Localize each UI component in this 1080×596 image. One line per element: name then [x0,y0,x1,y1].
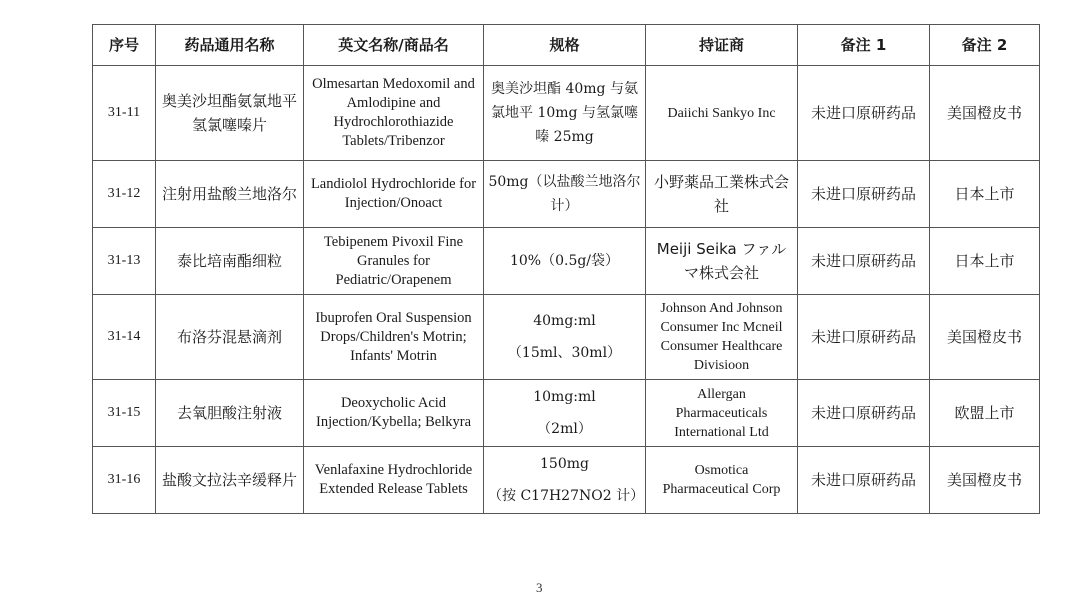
note-2-cell: 美国橙皮书 [930,447,1040,514]
header-license-holder: 持证商 [646,25,798,66]
serial-number-cell: 31-11 [93,66,156,161]
table-row [93,228,1040,295]
english-name-cell: Tebipenem Pivoxil Fine Granules for Pediatric/Orapenem [304,228,484,295]
license-holder-cell: Osmotica Pharmaceutical Corp [646,447,798,514]
license-holder-cell: Daiichi Sankyo Inc [646,66,798,161]
table-row [93,380,1040,447]
specification-cell [484,228,646,295]
spec-line: （2ml） [537,421,592,437]
serial-number-cell: 31-15 [93,380,156,447]
spec-line: 50mg（以盐酸兰地洛尔计） [488,174,641,214]
note-1-cell: 未进口原研药品 [798,161,930,228]
spec-line: （按 C17H27NO2 计） [488,488,645,504]
table-row [93,295,1040,380]
license-holder-cell: Allergan Pharmaceuticals International Ltd [646,380,798,447]
generic-name-cell: 注射用盐酸兰地洛尔 [156,161,304,228]
header-specification: 规格 [484,25,646,66]
spec-line: 10%（0.5g/袋） [509,253,620,269]
specification-cell [484,447,646,514]
english-name-cell: Deoxycholic Acid Injection/Kybella; Belkyra [304,380,484,447]
note-2-cell: 日本上市 [930,161,1040,228]
header-note-1: 备注 1 [798,25,930,66]
note-1-cell: 未进口原研药品 [798,66,930,161]
note-1-cell: 未进口原研药品 [798,295,930,380]
specification-cell [484,295,646,380]
english-name-cell: Venlafaxine Hydrochloride Extended Release Tablets [304,447,484,514]
note-2-cell: 美国橙皮书 [930,66,1040,161]
specification-cell [484,66,646,161]
note-1-cell: 未进口原研药品 [798,447,930,514]
note-2-cell: 日本上市 [930,228,1040,295]
spec-line: 40mg:ml [533,313,596,329]
header-english-name: 英文名称/商品名 [304,25,484,66]
note-1-cell: 未进口原研药品 [798,380,930,447]
english-name-cell: Olmesartan Medoxomil and Amlodipine and Hydrochlorothiazide Tablets/Tribenzor [304,66,484,161]
serial-number-cell: 31-14 [93,295,156,380]
spec-line: 奥美沙坦酯 40mg 与氨氯地平 10mg 与氢氯噻嗪 25mg [491,81,638,145]
table-header-row [93,25,1040,66]
serial-number-cell: 31-16 [93,447,156,514]
license-holder-cell: 小野薬品工業株式会社 [646,161,798,228]
english-name-cell: Landiolol Hydrochloride for Injection/Onoact [304,161,484,228]
generic-name-cell: 奥美沙坦酯氨氯地平氢氯噻嗪片 [156,66,304,161]
table-row [93,161,1040,228]
english-name-cell: Ibuprofen Oral Suspension Drops/Children's Motrin; Infants' Motrin [304,295,484,380]
generic-name-cell: 泰比培南酯细粒 [156,228,304,295]
header-serial-number: 序号 [93,25,156,66]
drug-list-table [92,24,1040,514]
note-2-cell: 美国橙皮书 [930,295,1040,380]
table-row [93,447,1040,514]
page-number: 3 [536,580,543,595]
specification-cell [484,161,646,228]
generic-name-cell: 去氧胆酸注射液 [156,380,304,447]
generic-name-cell: 布洛芬混悬滴剂 [156,295,304,380]
header-note-2: 备注 2 [930,25,1040,66]
spec-line: 10mg:ml [533,389,596,405]
table-row [93,66,1040,161]
specification-cell [484,380,646,447]
note-1-cell: 未进口原研药品 [798,228,930,295]
header-generic-name: 药品通用名称 [156,25,304,66]
note-2-cell: 欧盟上市 [930,380,1040,447]
license-holder-cell: Johnson And Johnson Consumer Inc Mcneil Consumer Healthcare Divisioon [646,295,798,380]
spec-line: 150mg [540,456,589,472]
serial-number-cell: 31-13 [93,228,156,295]
serial-number-cell: 31-12 [93,161,156,228]
license-holder-cell: Meiji Seika ファルマ株式会社 [646,228,798,295]
generic-name-cell: 盐酸文拉法辛缓释片 [156,447,304,514]
spec-line: （15ml、30ml） [507,345,622,361]
